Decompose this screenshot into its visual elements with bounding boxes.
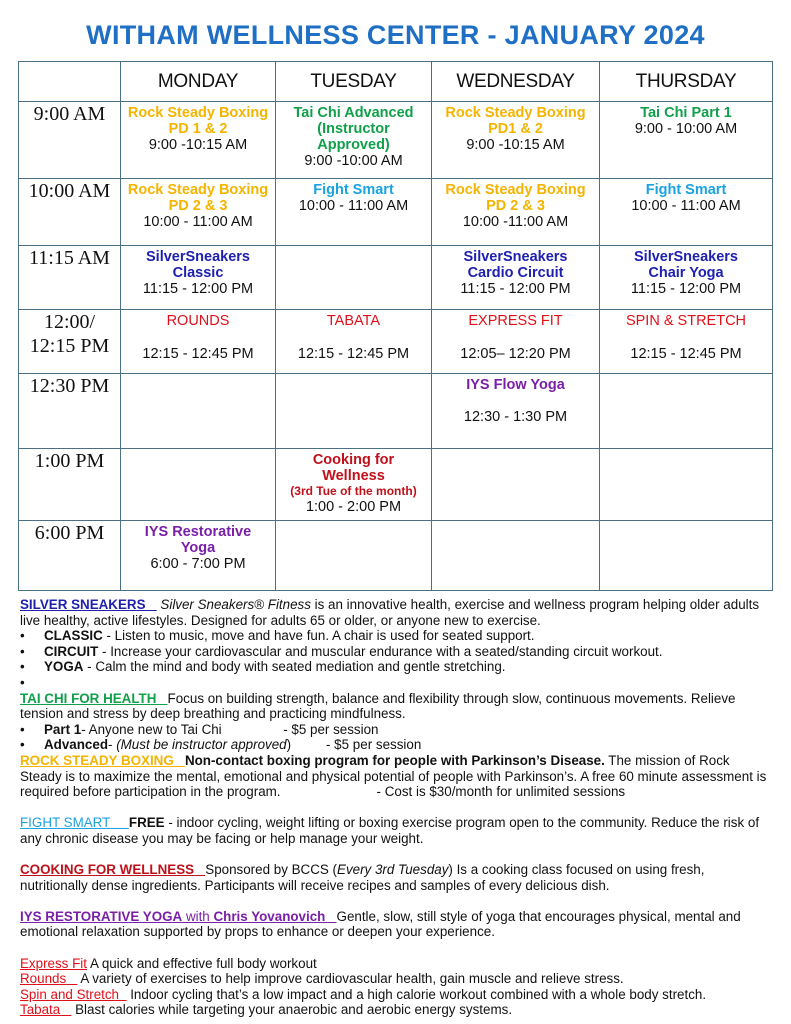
schedule-cell [432, 246, 600, 310]
time-label: 12:15 PM [29, 335, 110, 357]
class-name [432, 377, 599, 393]
schedule-cell [276, 310, 432, 374]
class-name-line: PD 2 & 3 [168, 198, 228, 214]
class-hours: 12:05– 12:20 PM [460, 346, 571, 362]
short-desc: Express Fit A quick and effective full body workout [20, 955, 317, 971]
schedule-cell [276, 102, 432, 179]
class-hours: 11:15 - 12:00 PM [630, 281, 742, 297]
class-name: TABATA [326, 313, 381, 329]
schedule-cell [432, 449, 600, 521]
class-hours: 10:00 - 11:00 AM [631, 198, 741, 214]
class-name-line: SilverSneakers [634, 249, 738, 265]
class-name [432, 249, 599, 281]
class-hours: 6:00 - 7:00 PM [150, 556, 246, 572]
class-name [121, 182, 275, 214]
header-row [19, 62, 773, 102]
rock-steady-heading: ROCK STEADY BOXING [20, 752, 174, 768]
class-hours: 10:00 - 11:00 AM [143, 214, 253, 230]
class-hours: 9:00 - 10:00 AM [634, 121, 738, 137]
class-hours: 12:15 - 12:45 PM [297, 346, 410, 362]
class-name-line: Approved) [317, 137, 390, 153]
class-name [276, 452, 431, 484]
class-name-line: Rock Steady Boxing [445, 182, 586, 198]
time-cell [19, 521, 121, 591]
short-label: Spin and Stretch [20, 986, 120, 1002]
class-name [276, 182, 431, 198]
iys-heading: IYS RESTORATIVE YOGA [20, 908, 183, 924]
schedule-cell [432, 310, 600, 374]
class-hours: 12:15 - 12:45 PM [630, 346, 742, 362]
table-row [19, 449, 773, 521]
class-name [121, 524, 275, 556]
schedule-table [18, 61, 773, 591]
class-hours: 9:00 -10:15 AM [466, 137, 565, 153]
class-name [121, 105, 275, 137]
class-name-line: Rock Steady Boxing [127, 182, 269, 198]
schedule-cell [121, 374, 276, 449]
schedule-cell [432, 374, 600, 449]
short-desc: Spin and Stretch Indoor cycling that’s a low impact and a high calorie workout combined with a whole body stretch. [20, 986, 707, 1002]
list-item: • CLASSIC - Listen to music, move and have fun. A chair is used for seated support. [20, 628, 772, 644]
time-label: 12:30 PM [29, 375, 110, 397]
fight-smart-heading: FIGHT SMART [20, 815, 111, 831]
corner-cell [19, 62, 121, 102]
time-label: 1:00 PM [34, 450, 105, 472]
class-name-line: Rock Steady Boxing [445, 105, 586, 121]
silver-sneakers-list [20, 628, 772, 690]
iys-desc: IYS RESTORATIVE YOGA with Chris Yovanovich Gentle, slow, still style of yoga that encourages physical, mental and emotional relaxation supported by props to enhance or deepen your experience. [20, 908, 741, 940]
silver-sneakers-desc [20, 597, 772, 628]
short-desc: Tabata Blast calories while targeting your anaerobic and aerobic energy systems. [20, 1002, 513, 1018]
rock-steady-desc: ROCK STEADY BOXING Non-contact boxing program for people with Parkinson’s Disease. The mission of Rock Steady is to maximize the mental, emotional and physical potential of people with Parkinson’s. A free 60 minute assessment is required before participation in the program. - Cost is $30/month for unlimited sessions [20, 752, 767, 800]
time-cell [19, 374, 121, 449]
short-desc: Rounds A variety of exercises to help improve cardiovascular health, gain muscle and relieve stress. [20, 971, 624, 987]
schedule-cell [121, 102, 276, 179]
tai-chi-desc: TAI CHI FOR HEALTH Focus on building strength, balance and flexibility through slow, continuous movements. Relieve tension and stress by deep breathing and practicing mindfulness. [20, 690, 736, 722]
time-cell [19, 310, 121, 374]
time-label: 12:00/ [43, 311, 96, 333]
class-hours: 1:00 - 2:00 PM [305, 499, 402, 515]
time-label: 10:00 AM [28, 180, 111, 202]
time-cell [19, 449, 121, 521]
tai-chi-heading: TAI CHI FOR HEALTH [20, 690, 157, 706]
table-row [19, 246, 773, 310]
class-name-line: Rock Steady Boxing [127, 105, 269, 121]
page-title: WITHAM WELLNESS CENTER - JANUARY 2024 [86, 20, 705, 50]
table-row [19, 179, 773, 246]
class-name-line: Fight Smart [313, 182, 394, 198]
silver-sneakers-heading: SILVER SNEAKERS [20, 597, 146, 612]
class-name: SPIN & STRETCH [625, 313, 747, 329]
schedule-cell [600, 179, 773, 246]
class-name [600, 249, 772, 281]
class-hours: 9:00 -10:00 AM [304, 153, 403, 169]
class-name-line: Wellness [322, 468, 385, 484]
schedule-cell [432, 521, 600, 591]
day-header: MONDAY [121, 62, 276, 102]
schedule-cell [600, 374, 773, 449]
class-name-line: Classic [172, 265, 224, 281]
class-name-line: Yoga [180, 540, 216, 556]
class-name: ROUNDS [166, 313, 230, 329]
table-row [19, 310, 773, 374]
class-name [121, 249, 275, 281]
class-name [432, 105, 599, 137]
list-item: • YOGA - Calm the mind and body with seated mediation and gentle stretching. [20, 659, 772, 675]
class-name-line: Cardio Circuit [467, 265, 564, 281]
class-name-line: Chair Yoga [648, 265, 724, 281]
cooking-desc: COOKING FOR WELLNESS Sponsored by BCCS (Every 3rd Tuesday) Is a cooking class focused on using fresh, nutritionally dense ingredients. Participants will receive recipes and samples of every delicious dish. [20, 862, 705, 893]
time-cell [19, 102, 121, 179]
program-descriptions [20, 597, 772, 1018]
class-name-line: Tai Chi Part 1 [640, 105, 732, 121]
cooking-heading: COOKING FOR WELLNESS [20, 862, 195, 878]
time-label: 6:00 PM [34, 522, 105, 544]
class-hours: 10:00 -11:00 AM [462, 214, 569, 230]
class-name: EXPRESS FIT [468, 313, 563, 329]
time-cell [19, 246, 121, 310]
class-name-line: SilverSneakers [463, 249, 568, 265]
schedule-cell [276, 246, 432, 310]
silver-sneakers-brand: Silver Sneakers® Fitness [160, 597, 311, 612]
list-item: • Part 1- Anyone new to Tai Chi - $5 per session [20, 722, 772, 738]
class-name [600, 105, 772, 121]
class-name-line: Tai Chi Advanced [293, 105, 414, 121]
schedule-cell [121, 521, 276, 591]
time-label: 11:15 AM [29, 247, 110, 269]
class-name [432, 182, 599, 214]
class-name-line: PD 2 & 3 [486, 198, 545, 214]
class-name-line: Fight Smart [645, 182, 727, 198]
short-label: Rounds [20, 971, 67, 987]
list-item-empty [20, 675, 772, 691]
class-name [600, 182, 772, 198]
schedule-cell [276, 179, 432, 246]
class-hours: 9:00 -10:15 AM [148, 137, 248, 153]
schedule-cell [276, 374, 432, 449]
tai-chi-list [20, 722, 772, 753]
schedule-cell [276, 449, 432, 521]
schedule-cell [276, 521, 432, 591]
class-name-line: (Instructor [317, 121, 390, 137]
schedule-cell [600, 246, 773, 310]
day-header: WEDNESDAY [432, 62, 600, 102]
table-row [19, 374, 773, 449]
class-name-line: SilverSneakers [146, 249, 250, 265]
list-item: • Advanced- (Must be instructor approved) - $5 per session [20, 737, 772, 753]
class-name-line: Cooking for [312, 452, 395, 468]
class-name [276, 105, 431, 153]
time-cell [19, 179, 121, 246]
schedule-cell [600, 102, 773, 179]
short-label: Tabata [20, 1002, 61, 1018]
class-hours: 11:15 - 12:00 PM [142, 281, 254, 297]
short-label: Express Fit [20, 955, 87, 971]
table-row [19, 102, 773, 179]
class-name-line: PD 1 & 2 [168, 121, 228, 137]
schedule-cell [121, 179, 276, 246]
class-name-line: IYS Restorative [144, 524, 252, 540]
schedule-cell [432, 102, 600, 179]
schedule-cell [121, 449, 276, 521]
schedule-cell [600, 449, 773, 521]
class-name-line: IYS Flow Yoga [466, 377, 565, 393]
fight-smart-desc: FIGHT SMART FREE - indoor cycling, weight lifting or boxing exercise program open to the community. Reduce the risk of any chronic disease you may be facing or help manage your weight. [20, 815, 760, 846]
table-row [19, 521, 773, 591]
schedule-cell [432, 179, 600, 246]
silver-sneakers-text: is an innovative health, exercise and wellness program helping older adults live healthy, active lifestyles. Designed for adults 65 or older, or anyone new to exercise. [20, 597, 760, 628]
class-name-line: PD1 & 2 [488, 121, 543, 137]
class-hours: 11:15 - 12:00 PM [460, 281, 571, 297]
list-item: • CIRCUIT - Increase your cardiovascular and muscular endurance with a seated/standing circuit workout. [20, 644, 772, 660]
class-hours: 12:15 - 12:45 PM [142, 346, 254, 362]
day-header: TUESDAY [276, 62, 432, 102]
day-header: THURSDAY [600, 62, 773, 102]
class-note: (3rd Tue of the month) [290, 484, 417, 498]
class-hours: 12:30 - 1:30 PM [463, 409, 568, 425]
schedule-cell [121, 310, 276, 374]
class-hours: 10:00 - 11:00 AM [298, 198, 409, 214]
time-label: 9:00 AM [33, 103, 106, 125]
schedule-cell [121, 246, 276, 310]
schedule-cell [600, 310, 773, 374]
schedule-cell [600, 521, 773, 591]
